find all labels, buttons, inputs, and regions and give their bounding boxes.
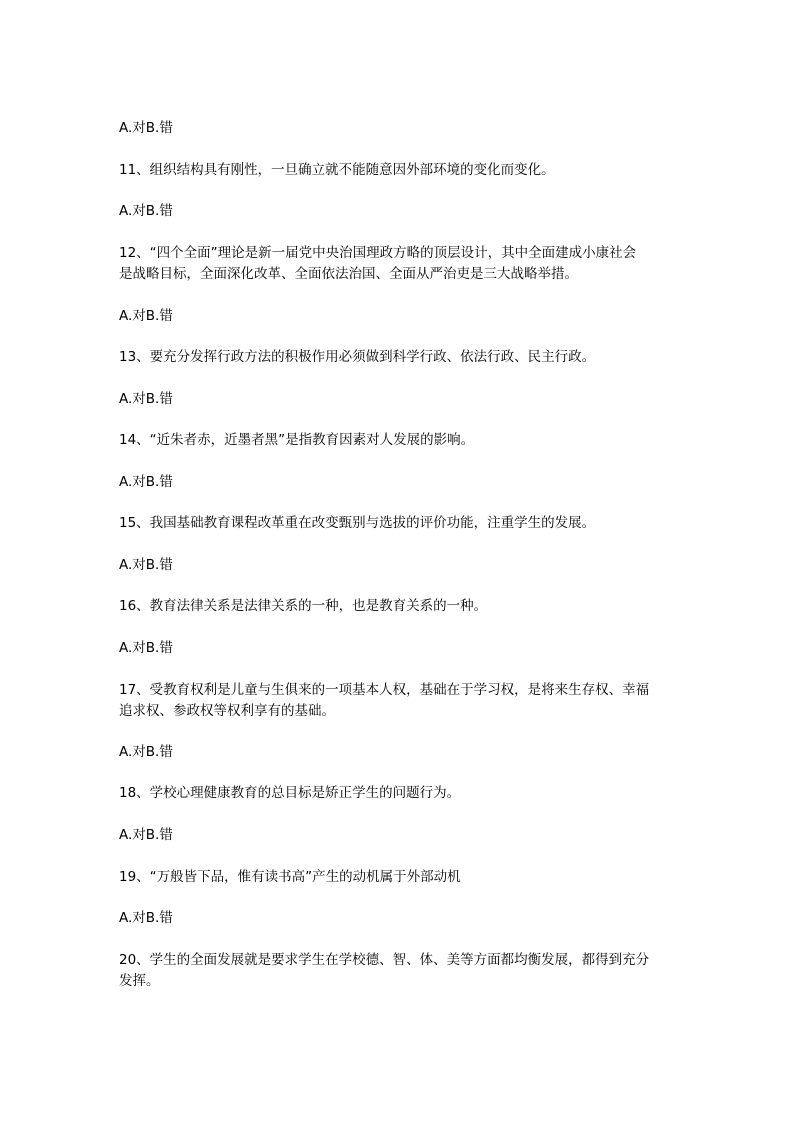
answer-options: A.对B.错 bbox=[119, 391, 173, 407]
question-12: 12、“四个全面”理论是新一届党中央治国理政方略的顶层设计，其中全面建成小康社会 bbox=[119, 245, 637, 261]
question-12-cont: 是战略目标，全面深化改革、全面依法治国、全面从严治吏是三大战略举措。 bbox=[119, 266, 578, 282]
answer-options: A.对B.错 bbox=[119, 557, 173, 573]
answer-options: A.对B.错 bbox=[119, 640, 173, 656]
answer-options: A.对B.错 bbox=[119, 744, 173, 760]
answer-options: A.对B.错 bbox=[119, 910, 173, 926]
question-19: 19、“万般皆下品，惟有读书高”产生的动机属于外部动机 bbox=[119, 869, 461, 885]
answer-options: A.对B.错 bbox=[119, 203, 173, 219]
question-20-cont: 发挥。 bbox=[119, 973, 160, 989]
answer-options: A.对B.错 bbox=[119, 827, 173, 843]
question-13: 13、要充分发挥行政方法的积极作用必须做到科学行政、依法行政、民主行政。 bbox=[119, 349, 596, 365]
question-17-cont: 追求权、参政权等权利享有的基础。 bbox=[119, 703, 335, 719]
answer-options: A.对B.错 bbox=[119, 120, 173, 136]
question-11: 11、组织结构具有刚性，一旦确立就不能随意因外部环境的变化而变化。 bbox=[119, 162, 555, 178]
question-17: 17、受教育权利是儿童与生俱来的一项基本人权，基础在于学习权，是将来生存权、幸福 bbox=[119, 682, 650, 698]
answer-options: A.对B.错 bbox=[119, 308, 173, 324]
question-15: 15、我国基础教育课程改革重在改变甄别与选拔的评价功能，注重学生的发展。 bbox=[119, 515, 596, 531]
question-16: 16、教育法律关系是法律关系的一种，也是教育关系的一种。 bbox=[119, 598, 488, 614]
question-20: 20、学生的全面发展就是要求学生在学校德、智、体、美等方面都均衡发展，都得到充分 bbox=[119, 952, 650, 968]
question-18: 18、学校心理健康教育的总目标是矫正学生的问题行为。 bbox=[119, 785, 461, 801]
answer-options: A.对B.错 bbox=[119, 474, 173, 490]
question-14: 14、“近朱者赤，近墨者黑”是指教育因素对人发展的影响。 bbox=[119, 432, 475, 448]
